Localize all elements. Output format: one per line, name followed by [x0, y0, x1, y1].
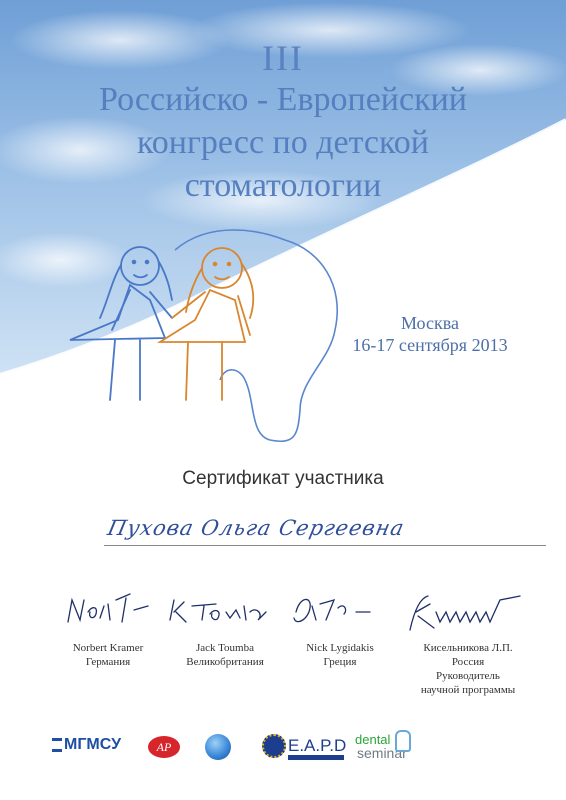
logo-dental-text: dental — [355, 732, 391, 747]
signature-lygidakis — [294, 599, 370, 621]
signatory-2-name: Jack Toumba — [196, 642, 254, 654]
event-dates: 16-17 сентября 2013 — [352, 335, 508, 355]
congress-number: III — [262, 38, 304, 78]
signatory-2 — [160, 641, 290, 669]
signatory-2-country: Великобритания — [186, 656, 264, 668]
participant-name: Пухова Ольга Сергеевна — [105, 516, 407, 540]
logo-mgmsu-icon — [64, 736, 121, 754]
tooth-icon — [395, 730, 411, 752]
signatory-4-name: Кисельникова Л.П. — [423, 642, 513, 654]
signatory-3-country: Греция — [323, 656, 357, 668]
signature-kiselnikova — [410, 596, 520, 630]
signatory-3 — [280, 641, 400, 669]
logo-dental-seminar-icon — [355, 732, 435, 768]
title-line-2: конгресс по детской — [137, 124, 429, 161]
signature-toumba — [170, 600, 266, 622]
logo-ap-text: AP — [156, 740, 172, 754]
signatory-1-name: Norbert Kramer — [72, 642, 144, 654]
title-line-1: Российско - Европейский — [99, 81, 467, 118]
signature-kramer — [68, 594, 148, 622]
logo-globe-icon — [205, 734, 231, 760]
logo-mgmsu-text: МГМСУ — [64, 736, 122, 753]
title-line-3: стоматологии — [184, 167, 382, 204]
signatory-3-name: Nick Lygidakis — [306, 642, 374, 654]
event-city: Москва — [401, 313, 459, 333]
signatory-1 — [48, 641, 168, 669]
logo-eapd-icon — [262, 732, 347, 764]
sponsor-logos — [0, 728, 566, 778]
signatory-1-country: Германия — [85, 656, 131, 668]
logo-seminar-text: seminar — [357, 745, 407, 761]
signatory-4 — [398, 641, 538, 697]
signatory-4-role-2: научной программы — [420, 684, 516, 696]
certificate-title: Сертификат участника — [182, 468, 384, 489]
signatory-4-role: Руководитель — [436, 670, 500, 682]
logo-eapd-text: E.A.P.D — [288, 736, 347, 755]
logo-ap-icon — [148, 736, 180, 758]
signatory-4-country: Россия — [451, 656, 485, 668]
